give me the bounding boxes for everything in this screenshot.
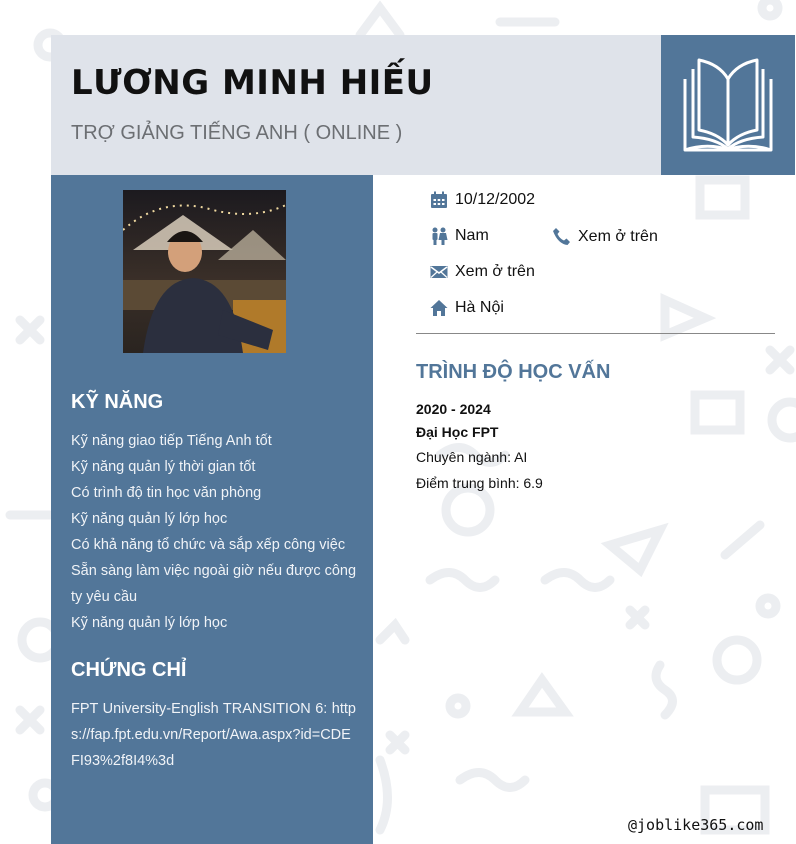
education-major: Chuyên ngành: AI (416, 449, 528, 465)
education-title: TRÌNH ĐỘ HỌC VẤN (416, 361, 611, 383)
gender-row (430, 227, 489, 245)
education-gpa: Điểm trung bình: 6.9 (416, 475, 543, 491)
address-row (430, 299, 504, 317)
home-icon (430, 299, 448, 317)
certificates-title: CHỨNG CHỈ (71, 659, 187, 681)
skills-list (71, 428, 357, 636)
certificate-text: FPT University-English TRANSITION 6: https://fap.fpt.edu.vn/Report/Awa.aspx?id=CDEFI93%2f8I4%3d (71, 701, 356, 769)
email-row (430, 263, 535, 281)
birthday-value: 10/12/2002 (455, 191, 536, 208)
calendar-icon (430, 191, 448, 209)
job-position: TRỢ GIẢNG TIẾNG ANH ( ONLINE ) (71, 122, 403, 144)
list-item: Kỹ năng giao tiếp Tiếng Anh tốt (71, 433, 272, 449)
avatar (123, 190, 286, 353)
list-item: Có trình độ tin học văn phòng (71, 485, 262, 501)
envelope-icon (430, 263, 448, 281)
phone-icon (552, 227, 571, 246)
birthday-row (430, 191, 535, 209)
divider (416, 333, 775, 334)
gender-value: Nam (455, 227, 489, 244)
list-item: Kỹ năng quản lý lớp học (71, 511, 228, 527)
skills-title: KỸ NĂNG (71, 391, 164, 413)
list-item: Sẵn sàng làm việc ngoài giờ nếu được công ty yêu cầu (71, 563, 357, 605)
site-watermark: @joblike365.com (628, 816, 764, 834)
header-icon-box (661, 35, 795, 175)
education-school: Đại Học FPT (416, 424, 499, 440)
email-value: Xem ở trên (455, 263, 535, 280)
phone-value: Xem ở trên (578, 227, 658, 245)
list-item: Có khả năng tổ chức và sắp xếp công việc (71, 537, 346, 553)
sidebar (51, 175, 373, 844)
candidate-name: LƯƠNG MINH HIẾU (71, 63, 434, 103)
address-value: Hà Nội (455, 299, 504, 316)
education-period: 2020 - 2024 (416, 401, 491, 417)
header (51, 35, 661, 175)
list-item: Kỹ năng quản lý lớp học (71, 615, 228, 631)
phone-row (552, 227, 658, 246)
list-item: Kỹ năng quản lý thời gian tốt (71, 459, 256, 475)
open-book-icon (679, 57, 777, 155)
people-icon (430, 227, 448, 245)
